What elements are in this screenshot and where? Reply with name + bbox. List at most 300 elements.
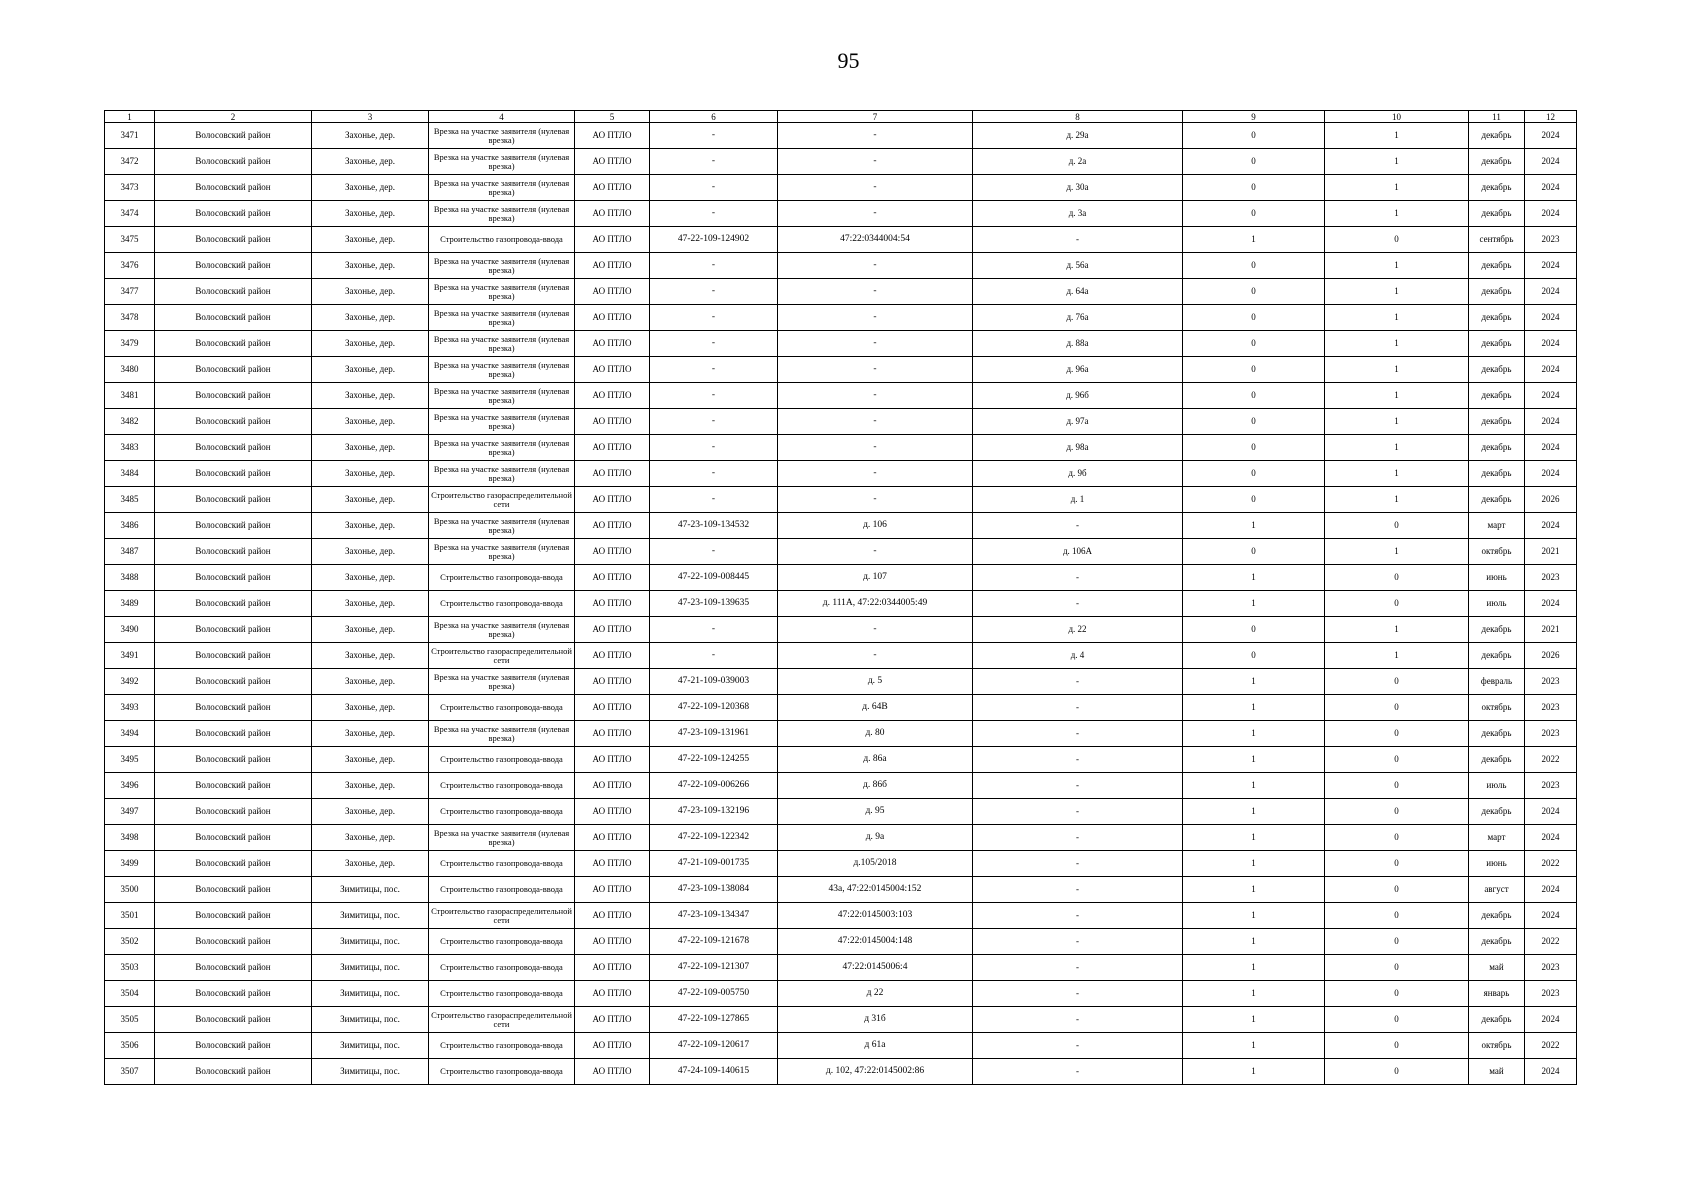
cell-count-b: 1 <box>1325 149 1469 175</box>
cell-house-address: - <box>973 669 1183 695</box>
cell-district: Волосовский район <box>155 565 312 591</box>
column-header-3: 3 <box>312 111 429 123</box>
cell-district: Волосовский район <box>155 487 312 513</box>
table-row <box>105 539 1577 565</box>
cell-count-b: 0 <box>1325 565 1469 591</box>
cell-settlement: Зимитицы, пос. <box>312 1059 429 1085</box>
cell-count-a: 1 <box>1183 721 1325 747</box>
table-row <box>105 565 1577 591</box>
cell-work-type: Врезка на участке заявителя (нулевая врезка) <box>429 461 575 487</box>
cell-settlement: Захонье, дер. <box>312 721 429 747</box>
cell-month: декабрь <box>1469 409 1525 435</box>
cell-application-number: - <box>650 201 778 227</box>
gasification-register-table <box>104 110 1577 1085</box>
cell-count-a: 0 <box>1183 643 1325 669</box>
cell-row-number: 3475 <box>105 227 155 253</box>
cell-count-a: 0 <box>1183 539 1325 565</box>
cell-count-a: 0 <box>1183 383 1325 409</box>
cell-count-b: 1 <box>1325 435 1469 461</box>
cell-application-number: 47-22-109-006266 <box>650 773 778 799</box>
cell-district: Волосовский район <box>155 955 312 981</box>
cell-count-b: 1 <box>1325 539 1469 565</box>
cell-cadastral-or-address: д. 95 <box>778 799 973 825</box>
cell-count-b: 0 <box>1325 513 1469 539</box>
cell-organization: АО ПТЛО <box>575 305 650 331</box>
cell-organization: АО ПТЛО <box>575 799 650 825</box>
table-row <box>105 695 1577 721</box>
cell-settlement: Захонье, дер. <box>312 617 429 643</box>
cell-month: декабрь <box>1469 461 1525 487</box>
cell-organization: АО ПТЛО <box>575 747 650 773</box>
cell-district: Волосовский район <box>155 539 312 565</box>
cell-house-address: д. 76а <box>973 305 1183 331</box>
table-row <box>105 175 1577 201</box>
cell-application-number: 47-22-109-122342 <box>650 825 778 851</box>
cell-organization: АО ПТЛО <box>575 565 650 591</box>
cell-count-a: 0 <box>1183 617 1325 643</box>
cell-organization: АО ПТЛО <box>575 903 650 929</box>
column-header-9: 9 <box>1183 111 1325 123</box>
cell-month: декабрь <box>1469 721 1525 747</box>
cell-district: Волосовский район <box>155 747 312 773</box>
table-row <box>105 1059 1577 1085</box>
cell-count-b: 1 <box>1325 461 1469 487</box>
table-row <box>105 1007 1577 1033</box>
table-row <box>105 1033 1577 1059</box>
cell-house-address: д. 97а <box>973 409 1183 435</box>
cell-year: 2024 <box>1525 825 1577 851</box>
cell-year: 2024 <box>1525 1007 1577 1033</box>
cell-application-number: - <box>650 357 778 383</box>
cell-count-a: 1 <box>1183 747 1325 773</box>
cell-settlement: Захонье, дер. <box>312 643 429 669</box>
cell-application-number: - <box>650 617 778 643</box>
cell-row-number: 3492 <box>105 669 155 695</box>
cell-year: 2024 <box>1525 903 1577 929</box>
cell-district: Волосовский район <box>155 227 312 253</box>
cell-house-address: - <box>973 565 1183 591</box>
table-row <box>105 201 1577 227</box>
cell-month: январь <box>1469 981 1525 1007</box>
cell-year: 2024 <box>1525 383 1577 409</box>
table-row <box>105 877 1577 903</box>
cell-row-number: 3506 <box>105 1033 155 1059</box>
cell-month: февраль <box>1469 669 1525 695</box>
cell-organization: АО ПТЛО <box>575 149 650 175</box>
cell-district: Волосовский район <box>155 773 312 799</box>
table-row <box>105 279 1577 305</box>
cell-month: октябрь <box>1469 695 1525 721</box>
cell-row-number: 3477 <box>105 279 155 305</box>
cell-house-address: - <box>973 825 1183 851</box>
cell-work-type: Строительство газопровода-ввода <box>429 565 575 591</box>
cell-organization: АО ПТЛО <box>575 1007 650 1033</box>
cell-work-type: Строительство газопровода-ввода <box>429 929 575 955</box>
cell-count-b: 0 <box>1325 1033 1469 1059</box>
cell-row-number: 3490 <box>105 617 155 643</box>
cell-row-number: 3495 <box>105 747 155 773</box>
cell-year: 2024 <box>1525 877 1577 903</box>
cell-settlement: Захонье, дер. <box>312 435 429 461</box>
cell-year: 2024 <box>1525 175 1577 201</box>
cell-settlement: Захонье, дер. <box>312 747 429 773</box>
cell-cadastral-or-address: - <box>778 305 973 331</box>
table-row <box>105 591 1577 617</box>
cell-application-number: - <box>650 409 778 435</box>
cell-count-a: 0 <box>1183 175 1325 201</box>
cell-district: Волосовский район <box>155 435 312 461</box>
cell-row-number: 3499 <box>105 851 155 877</box>
cell-count-b: 0 <box>1325 1007 1469 1033</box>
cell-house-address: д. 30а <box>973 175 1183 201</box>
cell-month: декабрь <box>1469 617 1525 643</box>
cell-year: 2023 <box>1525 955 1577 981</box>
table-row <box>105 435 1577 461</box>
cell-work-type: Врезка на участке заявителя (нулевая врезка) <box>429 825 575 851</box>
cell-application-number: 47-23-109-132196 <box>650 799 778 825</box>
cell-month: июнь <box>1469 851 1525 877</box>
cell-settlement: Захонье, дер. <box>312 279 429 305</box>
cell-application-number: 47-22-109-121307 <box>650 955 778 981</box>
cell-month: декабрь <box>1469 643 1525 669</box>
cell-organization: АО ПТЛО <box>575 617 650 643</box>
cell-application-number: 47-22-109-120368 <box>650 695 778 721</box>
cell-house-address: - <box>973 695 1183 721</box>
cell-organization: АО ПТЛО <box>575 123 650 149</box>
table-row <box>105 123 1577 149</box>
cell-settlement: Захонье, дер. <box>312 825 429 851</box>
cell-row-number: 3501 <box>105 903 155 929</box>
cell-organization: АО ПТЛО <box>575 721 650 747</box>
cell-work-type: Врезка на участке заявителя (нулевая врезка) <box>429 669 575 695</box>
cell-count-b: 0 <box>1325 669 1469 695</box>
cell-organization: АО ПТЛО <box>575 1059 650 1085</box>
cell-year: 2024 <box>1525 253 1577 279</box>
page-number: 95 <box>837 48 860 73</box>
cell-row-number: 3480 <box>105 357 155 383</box>
cell-work-type: Врезка на участке заявителя (нулевая врезка) <box>429 175 575 201</box>
cell-settlement: Захонье, дер. <box>312 539 429 565</box>
cell-row-number: 3491 <box>105 643 155 669</box>
cell-district: Волосовский район <box>155 643 312 669</box>
table-row <box>105 357 1577 383</box>
cell-organization: АО ПТЛО <box>575 643 650 669</box>
cell-count-b: 0 <box>1325 227 1469 253</box>
cell-organization: АО ПТЛО <box>575 669 650 695</box>
cell-count-a: 0 <box>1183 149 1325 175</box>
cell-row-number: 3500 <box>105 877 155 903</box>
table-row <box>105 903 1577 929</box>
cell-application-number: 47-23-109-131961 <box>650 721 778 747</box>
cell-cadastral-or-address: д. 86а <box>778 747 973 773</box>
cell-house-address: д. 29а <box>973 123 1183 149</box>
cell-settlement: Захонье, дер. <box>312 175 429 201</box>
cell-count-a: 1 <box>1183 565 1325 591</box>
cell-application-number: 47-22-109-124902 <box>650 227 778 253</box>
column-header-5: 5 <box>575 111 650 123</box>
cell-settlement: Зимитицы, пос. <box>312 981 429 1007</box>
cell-work-type: Строительство газораспределительной сети <box>429 903 575 929</box>
cell-month: декабрь <box>1469 799 1525 825</box>
cell-house-address: - <box>973 981 1183 1007</box>
cell-district: Волосовский район <box>155 1033 312 1059</box>
cell-year: 2022 <box>1525 929 1577 955</box>
cell-application-number: 47-23-109-138084 <box>650 877 778 903</box>
cell-row-number: 3479 <box>105 331 155 357</box>
cell-year: 2024 <box>1525 435 1577 461</box>
cell-settlement: Захонье, дер. <box>312 591 429 617</box>
cell-row-number: 3481 <box>105 383 155 409</box>
cell-application-number: 47-22-109-124255 <box>650 747 778 773</box>
cell-organization: АО ПТЛО <box>575 461 650 487</box>
cell-cadastral-or-address: 47:22:0145004:148 <box>778 929 973 955</box>
cell-month: май <box>1469 955 1525 981</box>
cell-year: 2022 <box>1525 1033 1577 1059</box>
cell-house-address: - <box>973 903 1183 929</box>
cell-settlement: Захонье, дер. <box>312 461 429 487</box>
cell-settlement: Захонье, дер. <box>312 201 429 227</box>
cell-count-b: 0 <box>1325 929 1469 955</box>
cell-organization: АО ПТЛО <box>575 773 650 799</box>
cell-year: 2024 <box>1525 331 1577 357</box>
cell-settlement: Захонье, дер. <box>312 799 429 825</box>
cell-cadastral-or-address: - <box>778 279 973 305</box>
cell-month: декабрь <box>1469 201 1525 227</box>
cell-year: 2026 <box>1525 487 1577 513</box>
cell-application-number: 47-21-109-039003 <box>650 669 778 695</box>
cell-work-type: Строительство газопровода-ввода <box>429 747 575 773</box>
cell-application-number: - <box>650 383 778 409</box>
cell-count-b: 1 <box>1325 357 1469 383</box>
cell-cadastral-or-address: - <box>778 175 973 201</box>
cell-row-number: 3476 <box>105 253 155 279</box>
cell-month: декабрь <box>1469 1007 1525 1033</box>
cell-district: Волосовский район <box>155 799 312 825</box>
cell-row-number: 3497 <box>105 799 155 825</box>
cell-cadastral-or-address: - <box>778 149 973 175</box>
cell-row-number: 3474 <box>105 201 155 227</box>
table-row <box>105 487 1577 513</box>
cell-row-number: 3505 <box>105 1007 155 1033</box>
cell-work-type: Врезка на участке заявителя (нулевая врезка) <box>429 123 575 149</box>
cell-cadastral-or-address: - <box>778 487 973 513</box>
cell-organization: АО ПТЛО <box>575 929 650 955</box>
cell-work-type: Врезка на участке заявителя (нулевая врезка) <box>429 409 575 435</box>
table-row <box>105 955 1577 981</box>
cell-row-number: 3478 <box>105 305 155 331</box>
cell-count-a: 1 <box>1183 981 1325 1007</box>
cell-district: Волосовский район <box>155 409 312 435</box>
cell-work-type: Врезка на участке заявителя (нулевая врезка) <box>429 435 575 461</box>
table-row <box>105 851 1577 877</box>
cell-district: Волосовский район <box>155 669 312 695</box>
column-header-11: 11 <box>1469 111 1525 123</box>
cell-house-address: - <box>973 929 1183 955</box>
cell-settlement: Захонье, дер. <box>312 409 429 435</box>
cell-count-a: 0 <box>1183 201 1325 227</box>
cell-count-b: 1 <box>1325 123 1469 149</box>
cell-cadastral-or-address: - <box>778 383 973 409</box>
cell-work-type: Строительство газопровода-ввода <box>429 955 575 981</box>
table-row <box>105 773 1577 799</box>
cell-count-b: 0 <box>1325 825 1469 851</box>
cell-count-b: 0 <box>1325 1059 1469 1085</box>
cell-district: Волосовский район <box>155 981 312 1007</box>
cell-organization: АО ПТЛО <box>575 201 650 227</box>
cell-count-b: 0 <box>1325 903 1469 929</box>
cell-year: 2023 <box>1525 721 1577 747</box>
cell-cadastral-or-address: д 22 <box>778 981 973 1007</box>
cell-row-number: 3472 <box>105 149 155 175</box>
cell-count-b: 0 <box>1325 981 1469 1007</box>
cell-district: Волосовский район <box>155 721 312 747</box>
cell-cadastral-or-address: - <box>778 643 973 669</box>
column-header-6: 6 <box>650 111 778 123</box>
cell-cadastral-or-address: 43а, 47:22:0145004:152 <box>778 877 973 903</box>
cell-work-type: Врезка на участке заявителя (нулевая врезка) <box>429 539 575 565</box>
cell-district: Волосовский район <box>155 149 312 175</box>
cell-application-number: 47-22-109-005750 <box>650 981 778 1007</box>
cell-settlement: Захонье, дер. <box>312 123 429 149</box>
cell-count-a: 1 <box>1183 227 1325 253</box>
cell-month: декабрь <box>1469 383 1525 409</box>
cell-count-a: 1 <box>1183 695 1325 721</box>
cell-work-type: Строительство газопровода-ввода <box>429 981 575 1007</box>
cell-count-a: 0 <box>1183 461 1325 487</box>
cell-year: 2023 <box>1525 565 1577 591</box>
cell-year: 2024 <box>1525 591 1577 617</box>
cell-settlement: Захонье, дер. <box>312 565 429 591</box>
cell-house-address: д. 22 <box>973 617 1183 643</box>
cell-application-number: - <box>650 305 778 331</box>
cell-row-number: 3482 <box>105 409 155 435</box>
cell-organization: АО ПТЛО <box>575 539 650 565</box>
cell-house-address: - <box>973 591 1183 617</box>
cell-cadastral-or-address: д. 9а <box>778 825 973 851</box>
cell-district: Волосовский район <box>155 461 312 487</box>
cell-organization: АО ПТЛО <box>575 279 650 305</box>
cell-house-address: д. 96б <box>973 383 1183 409</box>
cell-district: Волосовский район <box>155 929 312 955</box>
cell-count-a: 1 <box>1183 877 1325 903</box>
cell-organization: АО ПТЛО <box>575 1033 650 1059</box>
cell-settlement: Захонье, дер. <box>312 487 429 513</box>
cell-work-type: Строительство газопровода-ввода <box>429 591 575 617</box>
cell-house-address: - <box>973 877 1183 903</box>
cell-year: 2023 <box>1525 227 1577 253</box>
cell-cadastral-or-address: 47:22:0145006:4 <box>778 955 973 981</box>
cell-row-number: 3507 <box>105 1059 155 1085</box>
cell-house-address: д. 1 <box>973 487 1183 513</box>
cell-count-b: 1 <box>1325 487 1469 513</box>
table-row <box>105 617 1577 643</box>
cell-application-number: 47-23-109-134347 <box>650 903 778 929</box>
cell-application-number: - <box>650 643 778 669</box>
cell-cadastral-or-address: - <box>778 331 973 357</box>
cell-year: 2024 <box>1525 279 1577 305</box>
cell-organization: АО ПТЛО <box>575 955 650 981</box>
cell-house-address: - <box>973 227 1183 253</box>
cell-month: декабрь <box>1469 123 1525 149</box>
cell-cadastral-or-address: - <box>778 461 973 487</box>
cell-settlement: Захонье, дер. <box>312 383 429 409</box>
cell-house-address: - <box>973 773 1183 799</box>
cell-house-address: д. 96а <box>973 357 1183 383</box>
column-header-1: 1 <box>105 111 155 123</box>
cell-count-a: 1 <box>1183 669 1325 695</box>
cell-year: 2024 <box>1525 149 1577 175</box>
cell-year: 2024 <box>1525 305 1577 331</box>
cell-year: 2026 <box>1525 643 1577 669</box>
cell-year: 2024 <box>1525 1059 1577 1085</box>
cell-work-type: Врезка на участке заявителя (нулевая врезка) <box>429 201 575 227</box>
cell-work-type: Строительство газопровода-ввода <box>429 1033 575 1059</box>
table-row <box>105 643 1577 669</box>
cell-organization: АО ПТЛО <box>575 591 650 617</box>
cell-house-address: д. 4 <box>973 643 1183 669</box>
cell-row-number: 3483 <box>105 435 155 461</box>
cell-district: Волосовский район <box>155 513 312 539</box>
cell-cadastral-or-address: - <box>778 253 973 279</box>
cell-house-address: д. 88а <box>973 331 1183 357</box>
cell-house-address: д. 9б <box>973 461 1183 487</box>
cell-district: Волосовский район <box>155 279 312 305</box>
cell-application-number: 47-22-109-120617 <box>650 1033 778 1059</box>
table-row <box>105 721 1577 747</box>
cell-count-a: 1 <box>1183 825 1325 851</box>
cell-work-type: Врезка на участке заявителя (нулевая врезка) <box>429 513 575 539</box>
cell-cadastral-or-address: д. 102, 47:22:0145002:86 <box>778 1059 973 1085</box>
cell-house-address: - <box>973 513 1183 539</box>
cell-settlement: Зимитицы, пос. <box>312 1033 429 1059</box>
cell-count-a: 0 <box>1183 253 1325 279</box>
cell-district: Волосовский район <box>155 305 312 331</box>
cell-year: 2024 <box>1525 201 1577 227</box>
cell-settlement: Захонье, дер. <box>312 305 429 331</box>
cell-work-type: Строительство газораспределительной сети <box>429 487 575 513</box>
cell-row-number: 3494 <box>105 721 155 747</box>
cell-count-a: 0 <box>1183 487 1325 513</box>
cell-count-b: 1 <box>1325 409 1469 435</box>
cell-house-address: - <box>973 1059 1183 1085</box>
table-row <box>105 305 1577 331</box>
cell-month: июнь <box>1469 565 1525 591</box>
cell-organization: АО ПТЛО <box>575 435 650 461</box>
cell-organization: АО ПТЛО <box>575 253 650 279</box>
cell-cadastral-or-address: д. 107 <box>778 565 973 591</box>
cell-district: Волосовский район <box>155 695 312 721</box>
cell-cadastral-or-address: д. 111А, 47:22:0344005:49 <box>778 591 973 617</box>
cell-application-number: - <box>650 175 778 201</box>
cell-month: март <box>1469 825 1525 851</box>
cell-count-b: 1 <box>1325 201 1469 227</box>
cell-count-a: 0 <box>1183 279 1325 305</box>
cell-count-a: 1 <box>1183 1059 1325 1085</box>
column-header-10: 10 <box>1325 111 1469 123</box>
cell-house-address: - <box>973 851 1183 877</box>
cell-year: 2021 <box>1525 617 1577 643</box>
cell-count-a: 0 <box>1183 357 1325 383</box>
cell-application-number: - <box>650 487 778 513</box>
cell-month: июль <box>1469 773 1525 799</box>
cell-organization: АО ПТЛО <box>575 331 650 357</box>
cell-count-a: 0 <box>1183 123 1325 149</box>
cell-district: Волосовский район <box>155 123 312 149</box>
cell-row-number: 3496 <box>105 773 155 799</box>
cell-organization: АО ПТЛО <box>575 851 650 877</box>
table-row <box>105 227 1577 253</box>
cell-row-number: 3473 <box>105 175 155 201</box>
